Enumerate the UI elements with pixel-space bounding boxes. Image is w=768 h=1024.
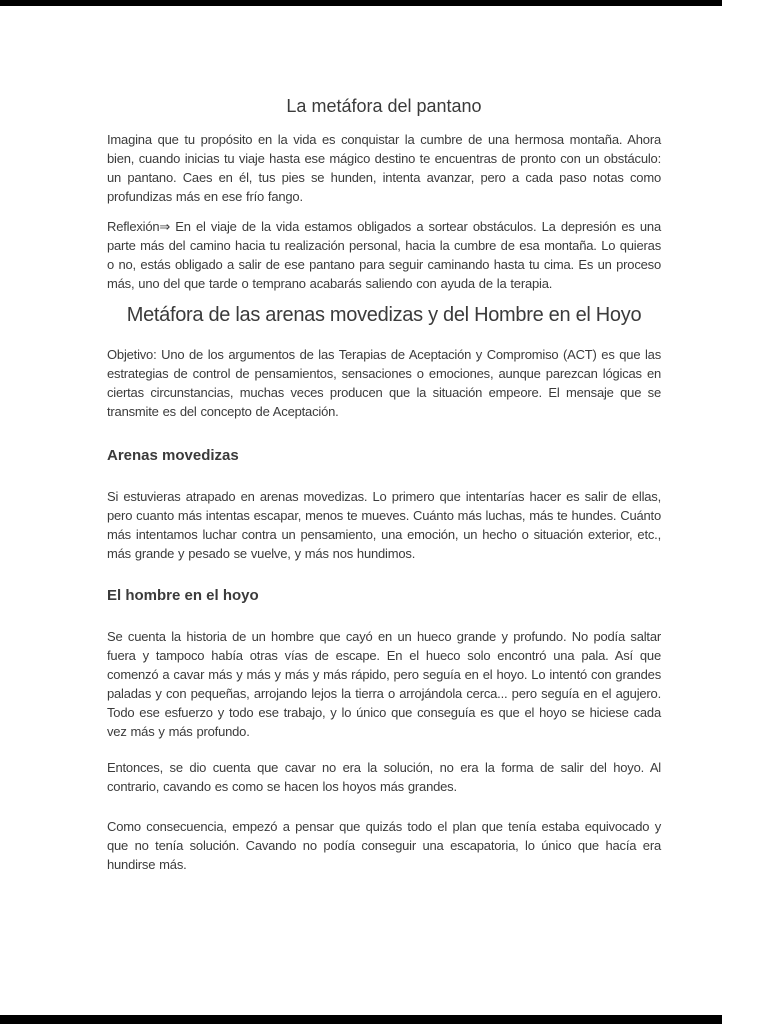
paragraph-imagina: Imagina que tu propósito en la vida es conquistar la cumbre de una hermosa montaña. Ahora bien, cuando inicias tu viaje hasta ese mágico destino te encuentras de pronto con un obstáculo: un pantano. Caes en él, tus pies se hunden, intenta avanzar, pero a cada paso notas como profundizas más en ese frío fango. [107,132,661,204]
paragraph-objetivo: Objetivo: Uno de los argumentos de las Terapias de Aceptación y Compromiso (ACT) es que las estrategias de control de pensamientos, sensaciones o emociones, aunque parezcan lógicas en ciertas circunstancias, muchas veces producen que la situación empeore. El mensaje que se transmite es del concepto de Aceptación. [107,347,661,419]
paragraph-como-consecuencia: Como consecuencia, empezó a pensar que quizás todo el plan que tenía estaba equivocado y que no tenía solución. Cavando no podía conseguir una escapatoria, lo único que hacía era hundirse más. [107,819,661,872]
paragraph-entonces: Entonces, se dio cuenta que cavar no era la solución, no era la forma de salir del hoyo. Al contrario, cavando es como se hacen los hoyos más grandes. [107,760,661,794]
section-title-metafora-arenas-hoyo: Metáfora de las arenas movedizas y del Hombre en el Hoyo [126,304,642,326]
paragraph-historia-hombre: Se cuenta la historia de un hombre que cayó en un hueco grande y profundo. No podía saltar fuera y tampoco había otras vías de escape. En el hueco solo encontró una pala. Así que comenzó a cavar más y más y más y más rápido, pero seguía en el hoyo. Lo intentó con grandes paladas y con pequeñas, arrojando lejos la tierra o arrojándola cerca... pero seguía en el agujero. Todo ese esfuerzo y todo ese trabajo, y lo único que conseguía es que el hoyo se hiciese cada vez más y más profundo. [107,629,661,739]
letterbox-bottom-bar [0,1015,722,1024]
paragraph-arenas-movedizas: Si estuvieras atrapado en arenas movedizas. Lo primero que intentarías hacer es salir de ellas, pero cuanto más intentas escapar, menos te mueves. Cuánto más luchas, más te hundes. Cuánto más intentamos luchar contra un pensamiento, una emoción, un hecho o situación exterior, etc., más grande y pesado se vuelve, y más nos hundimos. [107,489,661,561]
document-title: La metáfora del pantano [286,96,482,116]
heading-arenas-movedizas: Arenas movedizas [107,447,239,464]
paragraph-reflexion: Reflexión⇒ En el viaje de la vida estamos obligados a sortear obstáculos. La depresión es una parte más del camino hacia tu realización personal, hacia la cumbre de esa montaña. Lo quieras o no, estás obligado a salir de ese pantano para seguir caminando hasta tu cima. Es un proceso más, uno del que tarde o temprano acabarás saliendo con ayuda de la terapia. [107,219,661,291]
heading-hombre-en-el-hoyo: El hombre en el hoyo [107,587,259,604]
document-content [107,0,661,874]
